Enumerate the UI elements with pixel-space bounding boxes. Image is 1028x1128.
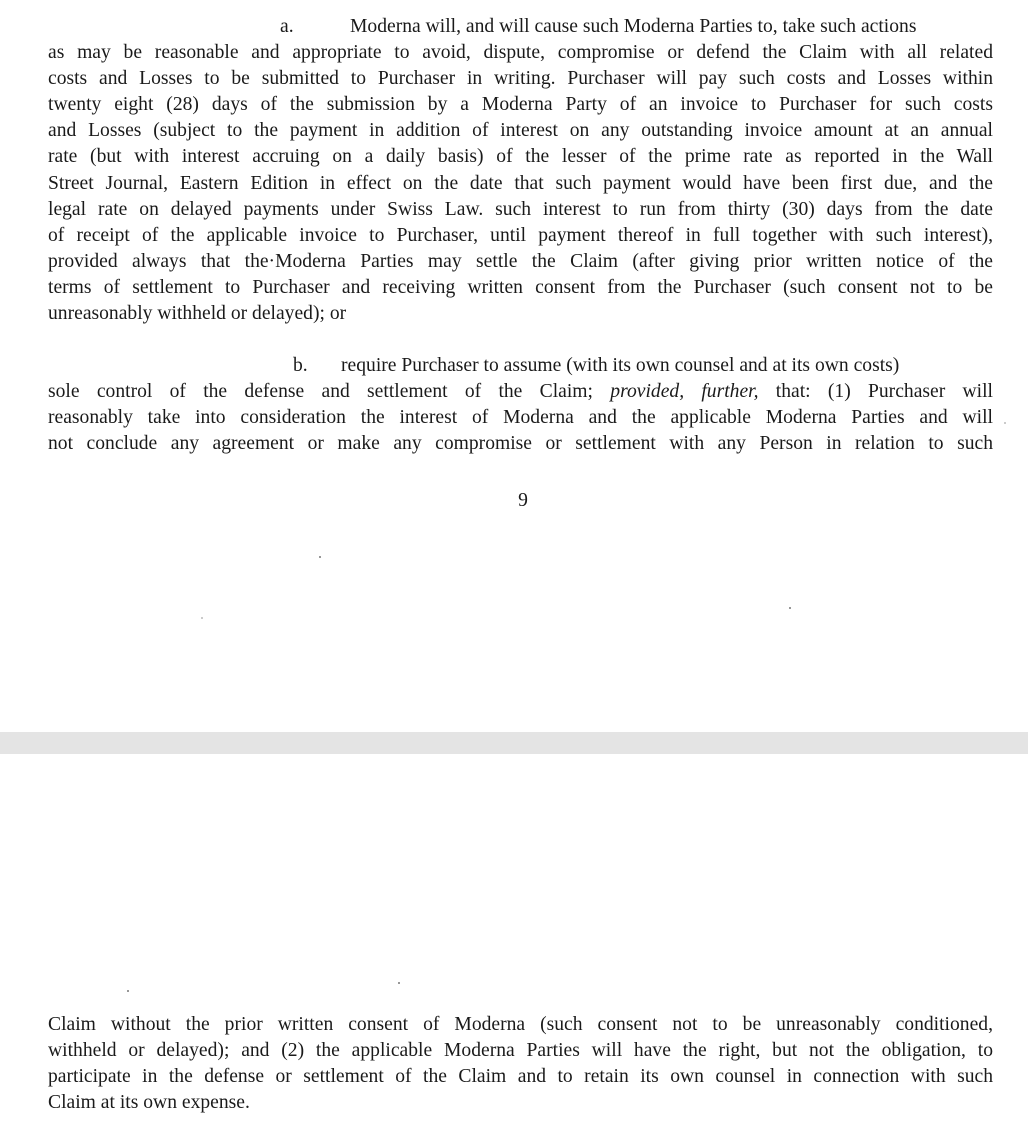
clause-a-line-1: Moderna will, and will cause such Moderna Parties to, take such actions: [350, 16, 917, 37]
clause-b-label: b.: [293, 355, 308, 376]
clause-b-line-4: not conclude any agreement or make any compromise or settlement with any Person in relation to such: [48, 433, 993, 455]
clause-a-line-4: twenty eight (28) days of the submission by a Moderna Party of an invoice to Purchaser for such costs: [48, 94, 993, 116]
clause-a-line-7: Street Journal, Eastern Edition in effect on the date that such payment would have been first due, and the: [48, 172, 993, 194]
page-number: 9: [518, 490, 528, 511]
clause-b-line-2-italic: provided, further,: [610, 381, 759, 403]
clause-b-line-2: [48, 379, 993, 405]
clause-a-line-12: unreasonably withheld or delayed); or: [48, 303, 347, 325]
clause-b-line-2-end: that: (1) Purchaser will: [758, 381, 993, 403]
clause-b-line-3: reasonably take into consideration the interest of Moderna and the applicable Moderna Parties and will: [48, 407, 993, 429]
continuation-line-4: Claim at its own expense.: [48, 1092, 250, 1114]
clause-a-line-8: legal rate on delayed payments under Swiss Law. such interest to run from thirty (30) days from the date: [48, 198, 993, 220]
scan-speck: [201, 617, 203, 619]
clause-a-line-2: as may be reasonable and appropriate to avoid, dispute, compromise or defend the Claim with all related: [48, 42, 993, 64]
clause-a-line-9: of receipt of the applicable invoice to Purchaser, until payment thereof in full together with such interest),: [48, 224, 993, 246]
clause-a-line-11: terms of settlement to Purchaser and receiving written consent from the Purchaser (such consent not to be: [48, 276, 993, 298]
continuation-line-3: participate in the defense or settlement of the Claim and to retain its own counsel in connection with such: [48, 1066, 993, 1088]
clause-a-first-line: [48, 14, 993, 40]
scan-speck: [319, 556, 321, 558]
scan-speck: [789, 607, 791, 609]
clause-b-line-1: require Purchaser to assume (with its own counsel and at its own costs): [341, 355, 900, 376]
clause-b-first-line: [48, 353, 993, 379]
continuation-line-1: Claim without the prior written consent of Moderna (such consent not to be unreasonably conditioned,: [48, 1014, 993, 1035]
clause-a-line-6: rate (but with interest accruing on a daily basis) of the lesser of the prime rate as reported in the Wall: [48, 146, 993, 168]
continuation-line-2: withheld or delayed); and (2) the applicable Moderna Parties will have the right, but not the obligation, to: [48, 1040, 993, 1062]
clause-b-line-2-start: sole control of the defense and settlement of the Claim;: [48, 381, 611, 403]
page-separator: [0, 732, 1028, 754]
clause-a-line-5: and Losses (subject to the payment in addition of interest on any outstanding invoice amount at an annual: [48, 120, 993, 142]
clause-a-paragraph: [48, 14, 993, 327]
scan-speck: [127, 990, 129, 992]
clause-a-line-10: provided always that the·Moderna Parties may settle the Claim (after giving prior written notice of the: [48, 250, 993, 272]
clause-a-label: a.: [280, 16, 294, 37]
continuation-paragraph: [48, 1012, 993, 1116]
scan-speck: [1004, 422, 1006, 424]
scan-speck: [398, 982, 400, 984]
clause-b-paragraph: [48, 353, 993, 457]
clause-a-line-3: costs and Losses to be submitted to Purchaser in writing. Purchaser will pay such costs and Losses within: [48, 68, 993, 90]
